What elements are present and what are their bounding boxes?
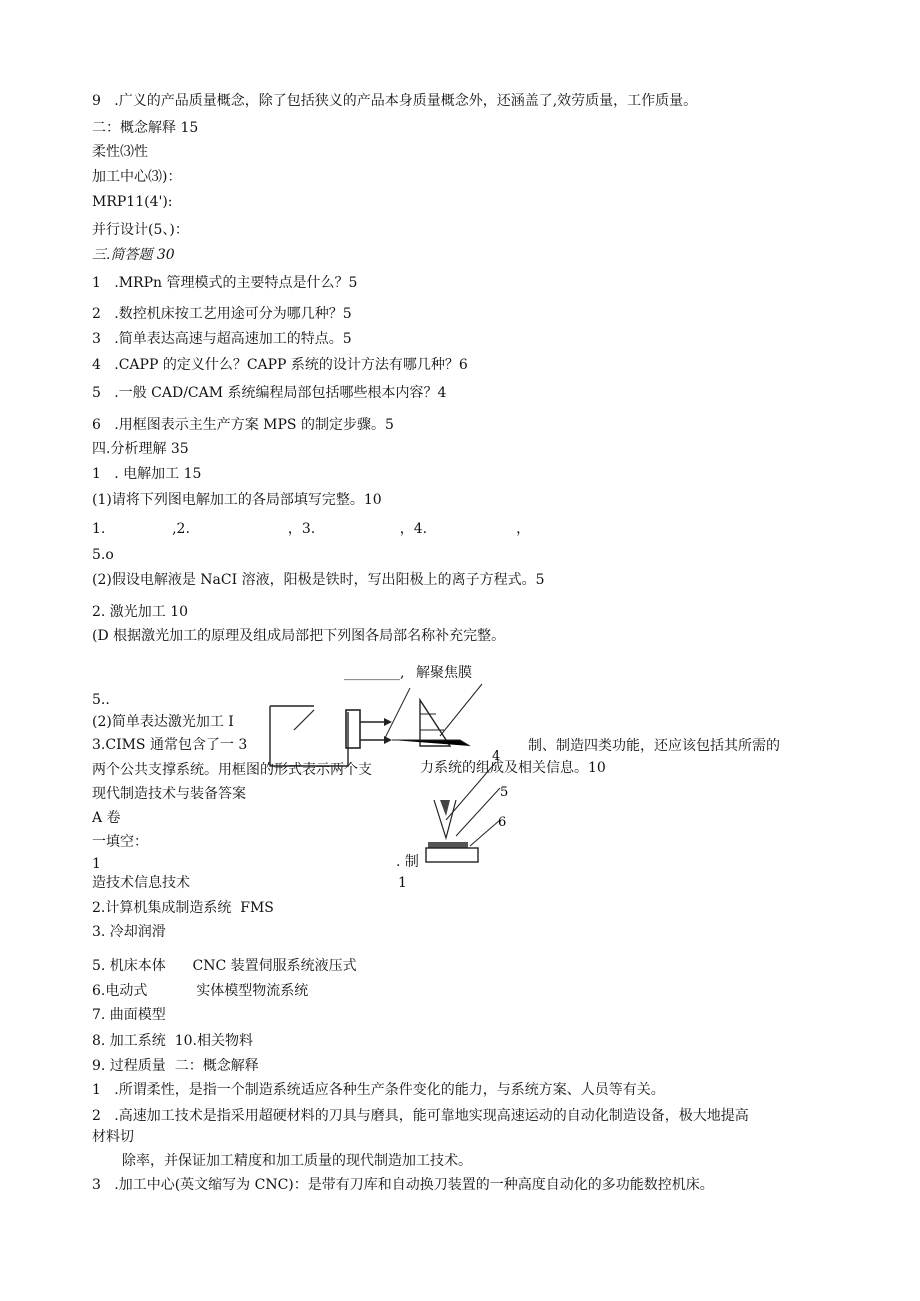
analysis-3-cont: 两个公共支撑系统。用框图的形式表示两个支	[92, 762, 372, 778]
answer-7: 7. 曲面模型	[92, 1007, 166, 1023]
figure-label-5: 5	[500, 785, 509, 800]
one-fragment: 1	[398, 875, 407, 891]
fill-blank-5: 5.o	[92, 547, 114, 563]
answer-1-text: 造技术信息技术	[92, 875, 190, 891]
zhi-fragment: . 制	[396, 854, 419, 870]
question-1: 1 .MRPn 管理模式的主要特点是什么？5	[92, 275, 358, 291]
fill-blank-5-laser: 5..	[92, 692, 110, 708]
prism	[420, 700, 450, 746]
concept-answer-1: 1 .所谓柔性，是指一个制造系统适应各种生产条件变化的能力，与系统方案、人员等有关。	[92, 1082, 665, 1098]
leader-line-4	[446, 762, 496, 820]
leader-line-1	[384, 688, 410, 740]
question-4: 4 .CAPP 的定义什么？CAPP 系统的设计方法有哪几种？6	[92, 357, 468, 373]
answers-fill-heading: 一填空：	[92, 834, 148, 850]
concept-answer-3: 3 .加工中心(英文缩写为 CNC)：是带有刀库和自动换刀装置的一种高度自动化的多功能数控机床。	[92, 1177, 714, 1193]
question-6: 6 .用框图表示主生产方案 MPS 的制定步骤。5	[92, 417, 394, 433]
question-3: 3 .简单表达高速与超高速加工的特点。5	[92, 331, 352, 347]
section-heading-2: 二：概念解释 15	[92, 120, 199, 136]
box-diagonal	[294, 710, 314, 730]
paper-a-label: A 卷	[92, 810, 121, 826]
analysis-2-part-1: (D 根据激光加工的原理及组成局部把下列图各局部名称补充完整。	[92, 628, 506, 644]
section-heading-3: 三.简答题 30	[92, 247, 175, 263]
focus-label: 解聚焦膜	[416, 665, 472, 681]
figure-label-4: 4	[492, 749, 501, 764]
question-5: 5 .一般 CAD/CAM 系统编程局部包括哪些根本内容？4	[92, 385, 447, 401]
support-text-tail: 力系统的组成及相关信息。10	[420, 760, 606, 776]
term-flexibility: 柔性⑶性	[92, 144, 148, 160]
fill-item-9: 9 .广义的产品质量概念，除了包括狭义的产品本身质量概念外，还涵盖了,效劳质量，工作质量。	[92, 93, 698, 109]
workpiece-base	[426, 848, 478, 862]
term-machining-center: 加工中心⑶)：	[92, 169, 182, 185]
leader-line-2	[440, 684, 482, 736]
answer-5: 5. 机床本体 CNC 装置伺服系统液压式	[92, 958, 357, 974]
answer-8: 8. 加工系统 10.相关物料	[92, 1033, 253, 1049]
answer-6: 6.电动式 实体模型物流系统	[92, 983, 309, 999]
figure-label-6: 6	[498, 815, 507, 830]
concept-answer-2-tail: 除率，并保证加工精度和加工质量的现代制造加工技术。	[122, 1153, 472, 1169]
analysis-1: 1 . 电解加工 15	[92, 466, 202, 482]
analysis-1-part-2: (2)假设电解液是 NaCI 溶液，阳极是铁时，写出阳极上的离子方程式。5	[92, 572, 545, 588]
concept-answer-2-cont: 材料切	[92, 1129, 134, 1145]
analysis-1-part-1: (1)请将下列图电解加工的各局部填写完整。10	[92, 492, 382, 508]
focus-blank: ________,	[344, 665, 405, 681]
section-heading-4: 四.分析理解 35	[92, 441, 189, 457]
answer-1-number: 1	[92, 856, 101, 872]
concept-answer-2: 2 .高速加工技术是指采用超硬材料的刀具与磨具，能可靠地实现高速运动的自动化制造设备，极大地提高	[92, 1108, 749, 1124]
beam-down	[392, 740, 470, 746]
analysis-2: 2. 激光加工 10	[92, 604, 189, 620]
laser-machining-figure	[260, 660, 520, 870]
workpiece-top	[428, 842, 468, 848]
analysis-3: 3.CIMS 通常包含了一 3	[92, 737, 248, 753]
term-concurrent-design: 并行设计(5、)：	[92, 222, 189, 238]
leader-line-5	[456, 788, 500, 836]
answers-title: 现代制造技术与装备答案	[92, 786, 246, 802]
analysis-2-part-2: (2)简单表达激光加工 I	[92, 714, 234, 730]
fill-blanks-row: 1. ,2. ，3. ，4. ，	[92, 521, 531, 537]
answer-2: 2.计算机集成制造系统 FMS	[92, 900, 274, 916]
answer-9: 9. 过程质量 二：概念解释	[92, 1058, 259, 1074]
answer-3: 3. 冷却润滑	[92, 924, 166, 940]
term-mrp2: MRP11(4'):	[92, 194, 173, 210]
leader-line-6	[470, 820, 500, 846]
cims-text-tail: 制、制造四类功能，还应该包括其所需的	[528, 738, 780, 754]
question-2: 2 .数控机床按工艺用途可分为哪几种？5	[92, 306, 352, 322]
